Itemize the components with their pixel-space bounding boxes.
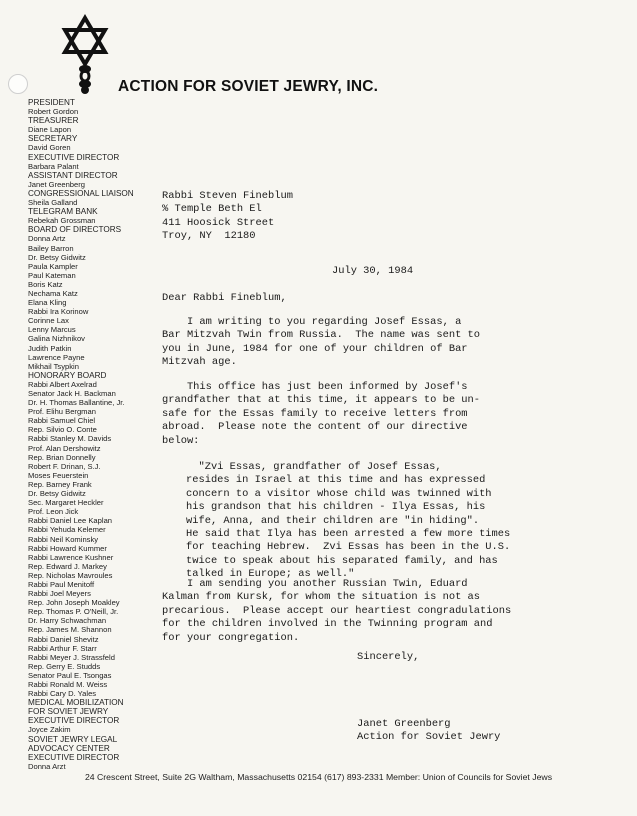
sidebar-name: Sec. Margaret Heckler	[28, 498, 104, 508]
text-line: Mitzvah age.	[162, 356, 237, 369]
sidebar-heading: HONORARY BOARD	[28, 370, 107, 380]
sidebar-name: Rep. Barney Frank	[28, 479, 92, 489]
sidebar-name: Rabbi Paul Menitoff	[28, 579, 95, 589]
text-line: for your congregation.	[162, 631, 300, 644]
sidebar-heading: SECRETARY	[28, 134, 78, 144]
text-line: He said that Ilya has been arrested a few more times	[186, 528, 511, 541]
text-line: Kalman from Kursk, for whom the situation is not as	[162, 591, 481, 604]
letter-date: July 30, 1984	[332, 265, 414, 277]
text-line: for the children involved in the Twinning program and	[162, 618, 493, 631]
text-line: I am writing to you regarding Josef Essas, a	[162, 316, 462, 328]
officer-sidebar	[28, 98, 156, 771]
sidebar-name: Rep. James M. Shannon	[28, 625, 112, 635]
sidebar-name: Prof. Leon Jick	[28, 507, 79, 517]
sidebar-name: Rep. Nicholas Mavroules	[28, 570, 113, 580]
address-line: 411 Hoosick Street	[162, 216, 275, 229]
sidebar-name: Boris Katz	[28, 279, 63, 289]
sidebar-name: Nechama Katz	[28, 288, 78, 298]
text-line: twice to speak about his separated family, and has	[186, 554, 498, 567]
sidebar-name: Rep. Edward J. Markey	[28, 561, 107, 571]
sidebar-name: Rabbi Stanley M. Davids	[28, 434, 112, 444]
sidebar-name: Moses Feuerstein	[28, 470, 89, 480]
sidebar-name: Prof. Elihu Bergman	[28, 407, 96, 417]
sidebar-name: Elana Kling	[28, 298, 67, 308]
sidebar-heading: CONGRESSIONAL LIAISON	[28, 188, 134, 198]
sidebar-heading: TELEGRAM BANK	[28, 207, 98, 217]
sidebar-name: Rabbi Lawrence Kushner	[28, 552, 114, 562]
text-line: safe for the Essas family to receive letters from	[162, 407, 468, 420]
sidebar-name: Rep. Gerry E. Studds	[28, 661, 101, 671]
sidebar-name: Senator Paul E. Tsongas	[28, 670, 112, 680]
sidebar-heading: EXECUTIVE DIRECTOR	[28, 752, 120, 762]
sidebar-name: Rebekah Grossman	[28, 216, 96, 226]
text-line: precarious. Please accept our heartiest congradulations	[162, 604, 512, 617]
sidebar-name: Rabbi Joel Meyers	[28, 589, 91, 599]
sidebar-name: Dr. Harry Schwachman	[28, 616, 107, 626]
sidebar-name: Rabbi Daniel Shevitz	[28, 634, 99, 644]
text-line: below:	[162, 434, 200, 447]
sidebar-heading: BOARD OF DIRECTORS	[28, 225, 122, 235]
sidebar-name: Robert F. Drinan, S.J.	[28, 461, 101, 471]
star-of-david-chain-logo	[60, 14, 110, 96]
text-line: abroad. Please note the content of our directive	[162, 421, 468, 434]
sidebar-name: Rabbi Ronald M. Weiss	[28, 680, 108, 689]
sidebar-name: Lawrence Payne	[28, 352, 85, 362]
sidebar-name: Rep. Silvio O. Conte	[28, 425, 97, 435]
punch-hole	[8, 74, 28, 94]
sidebar-name: Rabbi Ira Korinow	[28, 307, 89, 317]
sidebar-heading: SOVIET JEWRY LEGAL	[28, 734, 118, 744]
address-line: Troy, NY 12180	[162, 230, 256, 243]
sidebar-name: Paul Kateman	[28, 270, 76, 280]
text-line: you in June, 1984 for one of your children of Bar	[162, 342, 468, 355]
text-line: This office has just been informed by Josef's	[162, 381, 468, 393]
signer-org: Action for Soviet Jewry	[357, 731, 501, 743]
sidebar-name: Janet Greenberg	[28, 179, 85, 189]
sidebar-name: Dr. Betsy Gidwitz	[28, 489, 86, 499]
text-line: concern to a visitor whose child was twinned with	[186, 487, 492, 500]
salutation: Dear Rabbi Fineblum,	[162, 292, 287, 304]
text-line: I am sending you another Russian Twin, Eduard	[162, 578, 468, 590]
sidebar-name: Rabbi Daniel Lee Kaplan	[28, 516, 113, 526]
sidebar-name: Sheila Galland	[28, 198, 78, 208]
closing: Sincerely,	[357, 651, 420, 663]
text-line: his grandson that his children - Ilya Essas, his	[186, 501, 486, 514]
signer-name: Janet Greenberg	[357, 718, 451, 730]
address-line: % Temple Beth El	[162, 203, 262, 216]
sidebar-name: Mikhail Tsypkin	[28, 361, 79, 371]
sidebar-name: Barbara Palant	[28, 161, 79, 171]
sidebar-name: Robert Gordon	[28, 107, 79, 117]
sidebar-heading: EXECUTIVE DIRECTOR	[28, 716, 120, 726]
sidebar-name: Donna Artz	[28, 234, 66, 244]
text-line: resides in Israel at this time and has expressed	[186, 474, 486, 487]
sidebar-name: Lenny Marcus	[28, 325, 76, 335]
sidebar-name: Rabbi Samuel Chiel	[28, 416, 96, 426]
quoted-directive	[186, 461, 606, 582]
sidebar-name: Dr. Betsy Gidwitz	[28, 252, 86, 262]
sidebar-name: Judith Patkin	[28, 343, 72, 353]
sidebar-name: Corinne Lax	[28, 316, 69, 326]
letterhead-footer: 24 Crescent Street, Suite 2G Waltham, Massachusetts 02154 (617) 893-2331 Member: Union of Councils for Soviet Jews	[84, 772, 553, 782]
sidebar-name: Rabbi Meyer J. Strassfeld	[28, 652, 115, 662]
recipient-address	[162, 190, 602, 244]
sidebar-heading: FOR SOVIET JEWRY	[28, 707, 109, 717]
sidebar-name: Rabbi Yehuda Kelemer	[28, 525, 106, 535]
sidebar-heading: ASSISTANT DIRECTOR	[28, 170, 118, 180]
sidebar-name: David Goren	[28, 143, 71, 153]
sidebar-name: Rabbi Neil Kominsky	[28, 534, 99, 544]
address-line: Rabbi Steven Fineblum	[162, 190, 293, 202]
sidebar-heading: MEDICAL MOBILIZATION	[28, 698, 124, 708]
sidebar-name: Rabbi Albert Axelrad	[28, 379, 97, 389]
sidebar-heading: ADVOCACY CENTER	[28, 743, 110, 753]
sidebar-name: Joyce Zakim	[28, 725, 71, 735]
text-line: talked in Europe; as well."	[186, 568, 355, 581]
paragraph-2	[162, 381, 602, 448]
sidebar-name: Rabbi Howard Kummer	[28, 543, 107, 553]
sidebar-heading: TREASURER	[28, 116, 79, 126]
paragraph-3	[162, 578, 602, 645]
sidebar-name: Donna Arzt	[28, 761, 66, 771]
sidebar-name: Rabbi Arthur F. Starr	[28, 643, 97, 653]
text-line: Bar Mitzvah Twin from Russia. The name was sent to	[162, 329, 481, 342]
paragraph-1	[162, 316, 602, 370]
sidebar-name: Paula Kampler	[28, 261, 78, 271]
sidebar-name: Senator Jack H. Backman	[28, 389, 116, 398]
org-name: ACTION FOR SOVIET JEWRY, INC.	[118, 78, 379, 95]
sidebar-heading: PRESIDENT	[28, 98, 75, 107]
sidebar-name: Galina Nizhnikov	[28, 334, 85, 344]
sidebar-name: Rabbi Cary D. Yales	[28, 689, 97, 699]
text-line: "Zvi Essas, grandfather of Josef Essas,	[186, 461, 442, 473]
text-line: wife, Anna, and their children are "in hiding".	[186, 514, 480, 527]
sidebar-name: Bailey Barron	[28, 243, 74, 253]
text-line: for teaching Hebrew. Zvi Essas has been in the U.S.	[186, 541, 511, 554]
sidebar-name: Rep. John Joseph Moakley	[28, 598, 120, 608]
text-line: grandfather that at this time, it appears to be un-	[162, 394, 481, 407]
sidebar-name: Diane Lapon	[28, 125, 72, 135]
sidebar-name: Prof. Alan Dershowitz	[28, 443, 101, 453]
sidebar-heading: EXECUTIVE DIRECTOR	[28, 152, 120, 162]
sidebar-name: Rep. Brian Donnelly	[28, 452, 96, 462]
sidebar-name: Rep. Thomas P. O'Neill, Jr.	[28, 607, 119, 617]
sidebar-name: Dr. H. Thomas Ballantine, Jr.	[28, 398, 125, 408]
